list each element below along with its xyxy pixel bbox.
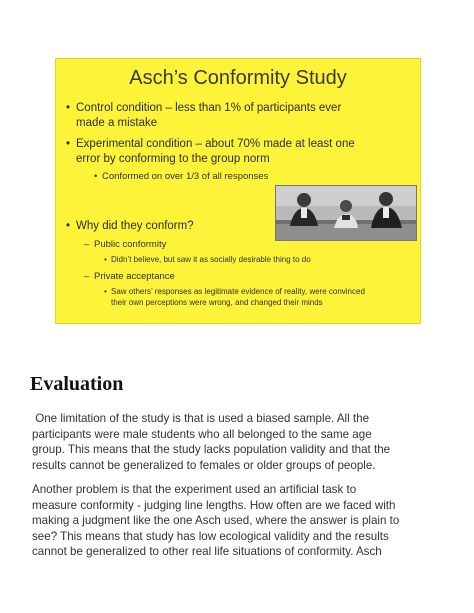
paragraph-line: see? This means that study has low ecological validity and the results: [32, 529, 389, 543]
slide-image: [55, 58, 421, 324]
bullet-dot-icon: •: [104, 287, 107, 296]
paragraph-line: measure conformity - judging line lengths. How often are we faced with: [32, 498, 396, 512]
bullet-experimental-cont: error by conforming to the group norm: [76, 153, 270, 165]
paragraph-line: making a judgment like the one Asch used, where the answer is plain to: [32, 514, 400, 528]
bullet-control-cont: made a mistake: [76, 117, 158, 129]
private-acceptance-detail-cont: their own perceptions were wrong, and changed their minds: [111, 298, 323, 307]
evaluation-paragraph-2: [32, 482, 444, 560]
paragraph-line: Another problem is that the experiment used an artificial task to: [32, 483, 357, 496]
bullet-dot-icon: •: [66, 138, 71, 150]
paragraph-line: group. This means that the study lacks population validity and that the: [32, 443, 391, 457]
evaluation-paragraph-1: [32, 411, 444, 473]
bullet-why: • Why did they conform?: [66, 220, 194, 232]
bullet-experimental: • Experimental condition – about 70% made at least one: [66, 138, 355, 150]
bullet-dot-icon: •: [104, 255, 107, 264]
public-conformity-label: – Public conformity: [84, 239, 167, 250]
bullet-control: • Control condition – less than 1% of participants ever: [66, 102, 342, 114]
paragraph-line: participants were male students who all belonged to the same age: [32, 427, 372, 441]
bullet-dot-icon: •: [94, 171, 98, 182]
public-conformity-detail: • Didn’t believe, but saw it as socially desirable thing to do: [104, 255, 311, 264]
private-acceptance-label: – Private acceptance: [84, 271, 175, 282]
evaluation-heading: Evaluation: [30, 373, 124, 395]
sub-bullet-conformed: • Conformed on over 1/3 of all responses: [94, 171, 269, 182]
dash-icon: –: [84, 239, 90, 250]
paragraph-line: One limitation of the study is that is used a biased sample. All the: [32, 412, 370, 425]
experiment-photo: [275, 185, 417, 241]
private-acceptance-detail: • Saw others’ responses as legitimate evidence of reality, were convinced: [104, 287, 365, 296]
bullet-dot-icon: •: [66, 220, 71, 232]
slide-title: Asch’s Conformity Study: [129, 67, 347, 89]
paragraph-line: results cannot be generalized to females or older groups of people.: [32, 458, 376, 472]
dash-icon: –: [84, 271, 90, 282]
paragraph-line: cannot be generalized to other real life situations of conformity. Asch: [32, 545, 382, 559]
bullet-dot-icon: •: [66, 102, 71, 114]
